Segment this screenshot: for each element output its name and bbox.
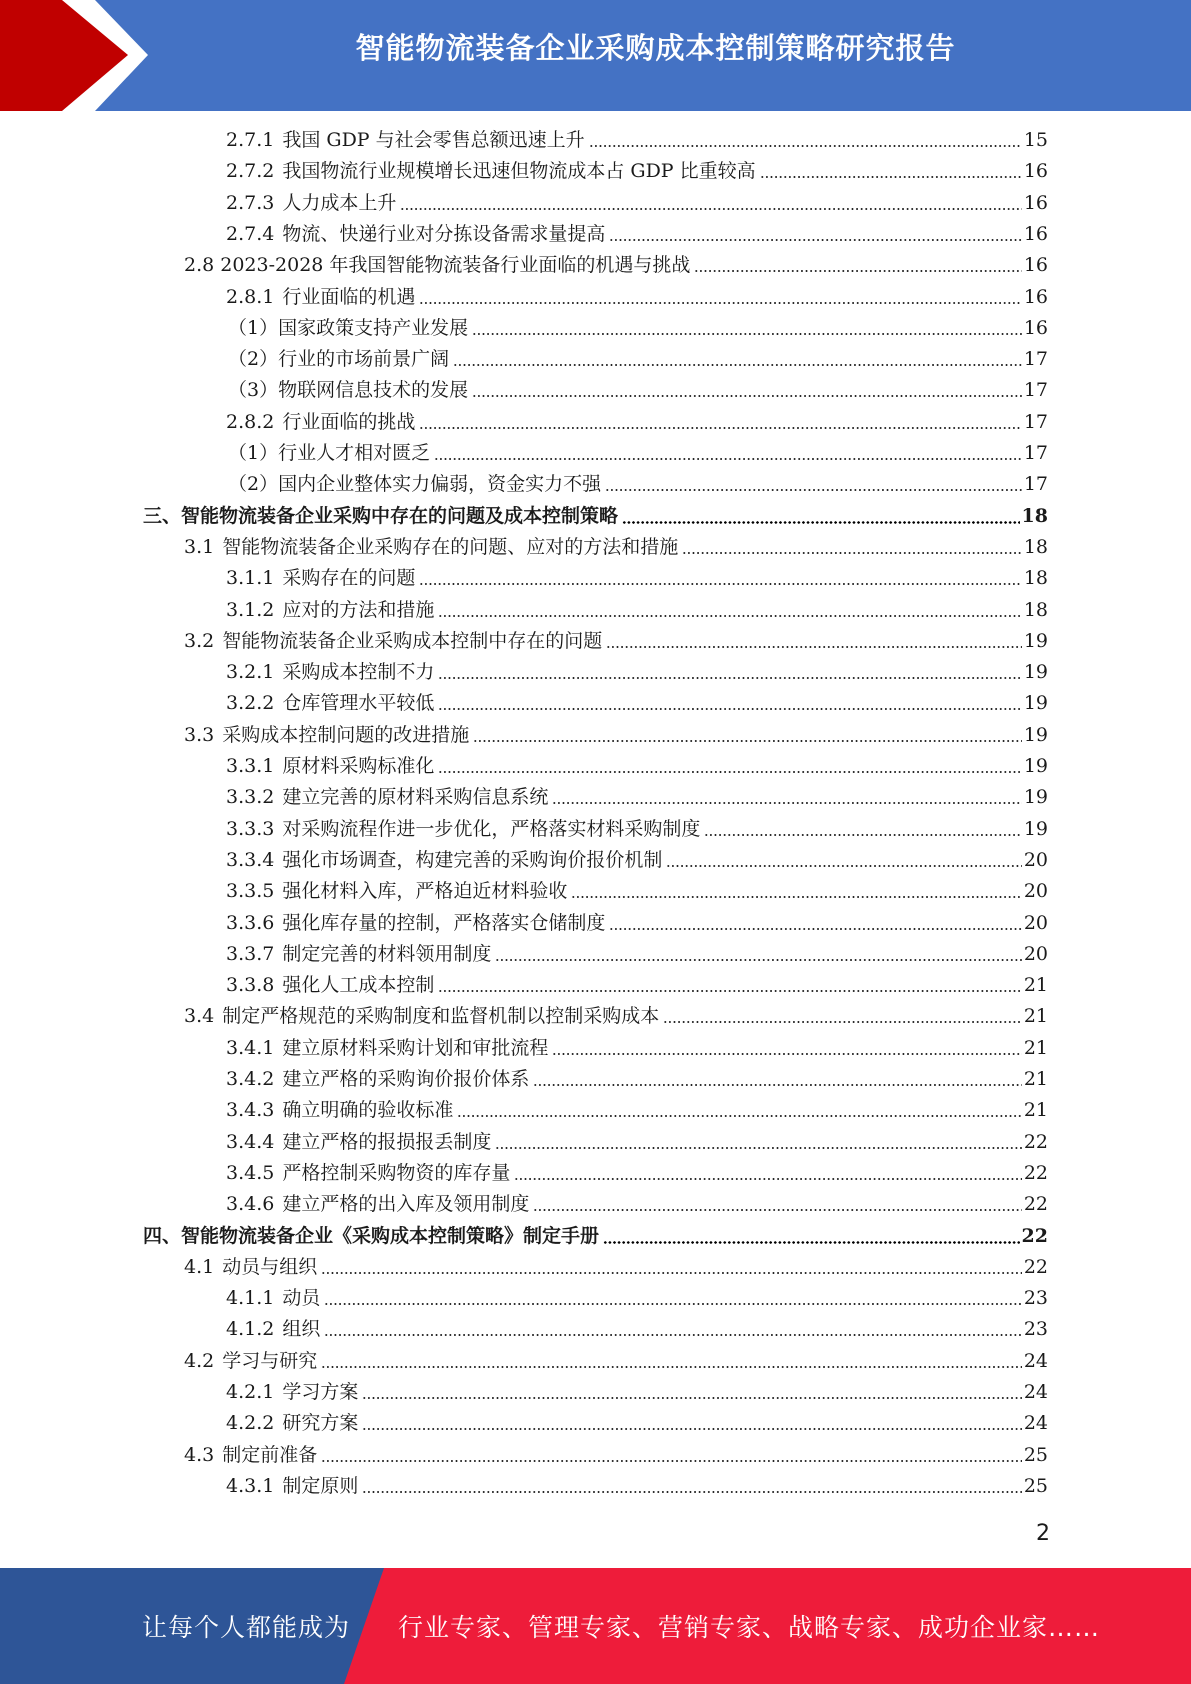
toc-dot-leader	[605, 489, 1022, 491]
toc-entry-number: 4.3	[184, 1443, 215, 1466]
toc-entry-page: 16	[1023, 254, 1048, 277]
toc-dot-leader	[552, 1053, 1021, 1055]
toc-entry-page: 21	[1023, 1036, 1048, 1059]
page-number: 2	[1036, 1521, 1050, 1546]
toc-dot-leader	[362, 1428, 1021, 1430]
toc-dot-leader	[704, 834, 1021, 836]
toc-entry-number: 2.7.4	[226, 222, 275, 245]
toc-entry-number: 3.3.8	[226, 974, 275, 997]
toc-entry[interactable]	[226, 1098, 1048, 1122]
toc-entry-page: 22	[1023, 1255, 1048, 1278]
toc-entry[interactable]	[226, 1380, 1048, 1404]
toc-dot-leader	[321, 1460, 1022, 1462]
toc-entry-title: 严格控制采购物资的库存量	[282, 1161, 511, 1184]
toc-entry[interactable]	[184, 629, 1048, 653]
toc-entry-title: 强化市场调查，构建完善的采购询价报价机制	[282, 848, 663, 871]
toc-entry[interactable]	[228, 441, 1048, 465]
toc-entry-number: 3.4.5	[226, 1161, 275, 1184]
toc-entry-title: 行业面临的机遇	[282, 285, 416, 308]
toc-dot-leader	[434, 458, 1022, 460]
toc-entry-title: 学习与研究	[222, 1349, 318, 1372]
toc-entry[interactable]	[226, 911, 1048, 935]
toc-entry-number: 2.7.3	[226, 191, 275, 214]
toc-dot-leader	[603, 1241, 1020, 1244]
toc-dot-leader	[438, 677, 1021, 679]
toc-entry-page: 18	[1023, 567, 1048, 590]
toc-entry-page: 24	[1023, 1349, 1048, 1372]
toc-entry-number: （3）	[228, 379, 279, 402]
toc-entry-page: 17	[1023, 442, 1048, 464]
toc-entry-page: 24	[1023, 1381, 1048, 1403]
toc-dot-leader	[473, 740, 1022, 742]
toc-entry-page: 16	[1023, 222, 1048, 245]
toc-entry-number: （1）	[228, 442, 279, 464]
toc-entry-title: 我国 GDP 与社会零售总额迅速上升	[282, 129, 585, 151]
toc-entry[interactable]	[226, 128, 1048, 152]
toc-dot-leader	[324, 1334, 1021, 1336]
toc-dot-leader	[419, 302, 1021, 304]
toc-entry-page: 19	[1023, 786, 1048, 809]
toc-entry[interactable]	[143, 504, 1048, 528]
toc-entry-page: 18	[1023, 535, 1048, 558]
toc-entry-title: 人力成本上升	[282, 191, 397, 214]
toc-entry-title: 我国物流行业规模增长迅速但物流成本占 GDP 比重较高	[282, 160, 756, 183]
toc-entry-page: 16	[1023, 316, 1048, 339]
toc-entry[interactable]	[226, 817, 1048, 841]
toc-entry-page: 20	[1023, 911, 1048, 934]
toc-entry-number: 4.1.2	[226, 1318, 275, 1341]
toc-entry-page: 22	[1021, 1224, 1048, 1247]
toc-entry[interactable]	[226, 285, 1048, 309]
toc-entry[interactable]	[226, 1130, 1048, 1154]
toc-dot-leader	[438, 771, 1021, 773]
toc-entry-title: 学习方案	[282, 1381, 359, 1403]
toc-entry-number: 4.1	[184, 1255, 215, 1278]
toc-entry[interactable]	[226, 1474, 1048, 1498]
toc-entry-title: 制定原则	[282, 1474, 359, 1497]
toc-entry-title: 四、智能物流装备企业《采购成本控制策略》制定手册	[143, 1224, 600, 1247]
toc-entry-title: 物流、快递行业对分拣设备需求量提高	[282, 222, 606, 245]
toc-entry[interactable]	[226, 785, 1048, 809]
toc-dot-leader	[589, 145, 1022, 147]
toc-entry[interactable]	[228, 472, 1048, 496]
toc-entry-page: 18	[1023, 598, 1048, 621]
toc-dot-leader	[514, 1178, 1021, 1180]
toc-dot-leader	[321, 1366, 1022, 1368]
toc-entry[interactable]	[184, 1349, 1048, 1373]
toc-entry-number: 3.3.3	[226, 817, 275, 840]
toc-entry-title: 强化材料入库，严格迫近材料验收	[282, 880, 568, 903]
toc-dot-leader	[362, 1491, 1021, 1493]
toc-entry-page: 21	[1023, 974, 1048, 997]
toc-entry[interactable]	[184, 1004, 1048, 1028]
toc-entry[interactable]	[184, 253, 1048, 277]
toc-entry[interactable]	[226, 754, 1048, 778]
toc-entry-number: 3.3.5	[226, 880, 275, 903]
toc-entry-title: 采购成本控制问题的改进措施	[222, 723, 470, 746]
toc-dot-leader	[324, 1303, 1021, 1305]
toc-entry-page: 15	[1023, 129, 1048, 151]
toc-entry-title: 建立严格的报损报丢制度	[282, 1130, 492, 1153]
toc-entry-title: 采购成本控制不力	[282, 661, 435, 684]
toc-entry[interactable]	[226, 942, 1048, 966]
toc-entry-page: 25	[1023, 1474, 1048, 1497]
toc-entry-title: 动员与组织	[222, 1255, 318, 1278]
toc-dot-leader	[495, 959, 1021, 961]
toc-entry-title: 建立严格的出入库及领用制度	[282, 1193, 530, 1216]
toc-entry-number: 2.8.1	[226, 285, 275, 308]
toc-entry-number: 3.4	[184, 1005, 215, 1028]
toc-entry-title: 行业的市场前景广阔	[278, 348, 450, 371]
toc-entry-number: （2）	[228, 348, 279, 371]
toc-entry-page: 22	[1023, 1161, 1048, 1184]
toc-entry-number: 3.3.1	[226, 755, 275, 777]
toc-entry-number: 3.3	[184, 723, 215, 746]
toc-dot-leader	[495, 1147, 1021, 1149]
toc-entry[interactable]	[184, 723, 1048, 747]
page-header	[0, 0, 1191, 111]
toc-entry-number: 2.7.2	[226, 160, 275, 183]
toc-entry-title: 仓库管理水平较低	[282, 692, 435, 715]
toc-dot-leader	[321, 1272, 1022, 1274]
toc-entry-title: 2.8 2023-2028 年我国智能物流装备行业面临的机遇与挑战	[184, 254, 691, 277]
toc-entry[interactable]	[226, 1286, 1048, 1310]
toc-entry-number: 3.1	[184, 535, 215, 558]
toc-entry-title: 强化人工成本控制	[282, 974, 435, 997]
toc-entry-title: 原材料采购标准化	[282, 755, 435, 777]
toc-entry[interactable]	[226, 410, 1048, 434]
toc-entry-page: 25	[1023, 1443, 1048, 1466]
toc-entry-page: 19	[1023, 723, 1048, 746]
toc-entry-page: 16	[1023, 191, 1048, 214]
toc-dot-leader	[472, 395, 1022, 397]
toc-entry-page: 17	[1023, 348, 1048, 371]
toc-entry-page: 20	[1023, 848, 1048, 871]
toc-entry-title: 制定前准备	[222, 1443, 318, 1466]
toc-dot-leader	[760, 176, 1022, 178]
toc-dot-leader	[453, 364, 1022, 366]
toc-entry-title: 组织	[282, 1318, 321, 1341]
toc-entry-title: 应对的方法和措施	[282, 598, 435, 621]
toc-dot-leader	[472, 333, 1022, 335]
toc-dot-leader	[609, 239, 1021, 241]
toc-entry-title: 行业人才相对匮乏	[278, 442, 431, 464]
toc-entry[interactable]	[226, 660, 1048, 684]
toc-entry-page: 20	[1023, 880, 1048, 903]
toc-entry-number: 4.1.1	[226, 1287, 275, 1310]
report-title: 智能物流装备企业采购成本控制策略研究报告	[355, 31, 956, 65]
toc-entry-number: （2）	[228, 473, 279, 496]
toc-entry-page: 21	[1023, 1005, 1048, 1028]
page-footer	[0, 1568, 1191, 1684]
toc-entry[interactable]	[226, 222, 1048, 246]
footer-slogan-right: 行业专家、管理专家、营销专家、战略专家、成功企业家……	[398, 1613, 1101, 1642]
toc-dot-leader	[400, 208, 1021, 210]
toc-dot-leader	[606, 646, 1022, 648]
toc-entry-page: 23	[1023, 1287, 1048, 1310]
toc-entry[interactable]	[228, 316, 1048, 340]
toc-dot-leader	[533, 1084, 1021, 1086]
toc-dot-leader	[362, 1397, 1021, 1399]
toc-entry[interactable]	[143, 1224, 1048, 1248]
toc-entry-page: 21	[1023, 1099, 1048, 1122]
toc-entry[interactable]	[226, 598, 1048, 622]
toc-entry-page: 17	[1023, 379, 1048, 402]
toc-entry-title: 物联网信息技术的发展	[278, 379, 469, 402]
toc-entry[interactable]	[226, 1067, 1048, 1091]
toc-entry-page: 20	[1023, 942, 1048, 965]
toc-entry-page: 22	[1023, 1193, 1048, 1216]
toc-dot-leader	[438, 615, 1021, 617]
toc-entry-page: 18	[1021, 504, 1048, 527]
toc-entry-title: 强化库存量的控制，严格落实仓储制度	[282, 911, 606, 934]
toc-entry-title: 智能物流装备企业采购成本控制中存在的问题	[222, 629, 603, 652]
toc-dot-leader	[438, 990, 1021, 992]
toc-entry-title: 对采购流程作进一步优化，严格落实材料采购制度	[282, 817, 701, 840]
toc-entry-number: 3.3.2	[226, 786, 275, 809]
toc-entry-title: 动员	[282, 1287, 321, 1310]
toc-entry-number: 3.4.6	[226, 1193, 275, 1216]
toc-entry-number: 4.3.1	[226, 1474, 275, 1497]
toc-entry[interactable]	[228, 378, 1048, 402]
toc-entry[interactable]	[226, 566, 1048, 590]
toc-entry-number: 3.1.1	[226, 567, 275, 590]
toc-entry[interactable]	[226, 848, 1048, 872]
toc-entry-title: 建立严格的采购询价报价体系	[282, 1068, 530, 1090]
toc-dot-leader	[663, 1021, 1022, 1023]
toc-entry-page: 16	[1023, 285, 1048, 308]
toc-entry-page: 23	[1023, 1318, 1048, 1341]
toc-entry[interactable]	[228, 347, 1048, 371]
toc-entry-number: 4.2	[184, 1349, 215, 1372]
toc-entry[interactable]	[226, 1317, 1048, 1341]
toc-entry-number: 3.3.7	[226, 942, 275, 965]
toc-entry-page: 21	[1023, 1068, 1048, 1090]
toc-dot-leader	[609, 928, 1021, 930]
toc-entry[interactable]	[226, 879, 1048, 903]
toc-entry-number: 3.4.3	[226, 1099, 275, 1122]
toc-dot-leader	[694, 270, 1021, 272]
toc-entry[interactable]	[226, 191, 1048, 215]
toc-entry-number: 2.7.1	[226, 129, 275, 151]
toc-entry-page: 19	[1023, 692, 1048, 715]
toc-entry-number: 2.8.2	[226, 410, 275, 433]
toc-dot-leader	[533, 1209, 1021, 1211]
toc-entry-page: 19	[1023, 817, 1048, 840]
toc-entry[interactable]	[226, 973, 1048, 997]
toc-dot-leader	[419, 427, 1021, 429]
toc-entry-title: 采购存在的问题	[282, 567, 416, 590]
toc-entry-number: 3.2.2	[226, 692, 275, 715]
toc-entry-page: 17	[1023, 473, 1048, 496]
toc-entry-title: 国家政策支持产业发展	[278, 316, 469, 339]
toc-entry-title: 制定完善的材料领用制度	[282, 942, 492, 965]
toc-entry-number: 3.1.2	[226, 598, 275, 621]
toc-dot-leader	[419, 583, 1021, 585]
toc-entry-page: 19	[1023, 661, 1048, 684]
toc-dot-leader	[682, 552, 1022, 554]
toc-entry-title: 行业面临的挑战	[282, 410, 416, 433]
toc-entry-number: 3.4.4	[226, 1130, 275, 1153]
toc-entry[interactable]	[226, 1161, 1048, 1185]
toc-entry[interactable]	[184, 535, 1048, 559]
toc-entry-number: 3.2.1	[226, 661, 275, 684]
toc-entry-number: 4.2.1	[226, 1381, 275, 1403]
toc-entry[interactable]	[226, 1411, 1048, 1435]
toc-entry-title: 制定严格规范的采购制度和监督机制以控制采购成本	[222, 1005, 660, 1028]
toc-entry[interactable]	[184, 1255, 1048, 1279]
toc-dot-leader	[457, 1115, 1021, 1117]
toc-entry-page: 19	[1023, 629, 1048, 652]
toc-entry-page: 22	[1023, 1130, 1048, 1153]
toc-entry-title: 国内企业整体实力偏弱，资金实力不强	[278, 473, 602, 496]
toc-entry-number: （1）	[228, 316, 279, 339]
toc-entry-number: 3.4.1	[226, 1036, 275, 1059]
toc-entry-number: 3.3.6	[226, 911, 275, 934]
footer-slogan-left: 让每个人都能成为	[142, 1613, 351, 1642]
toc-entry-title: 确立明确的验收标准	[282, 1099, 454, 1122]
toc-entry-number: 3.2	[184, 629, 215, 652]
toc-entry-title: 建立完善的原材料采购信息系统	[282, 786, 549, 809]
toc-dot-leader	[552, 802, 1021, 804]
toc-dot-leader	[666, 865, 1021, 867]
toc-entry[interactable]	[184, 1443, 1048, 1467]
toc-entry-title: 建立原材料采购计划和审批流程	[282, 1036, 549, 1059]
toc-entry-number: 3.4.2	[226, 1068, 275, 1090]
toc-entry-number: 3.3.4	[226, 848, 275, 871]
toc-entry[interactable]	[226, 1192, 1048, 1216]
toc-dot-leader	[571, 896, 1021, 898]
toc-entry[interactable]	[226, 691, 1048, 715]
toc-entry-page: 24	[1023, 1412, 1048, 1435]
toc-dot-leader	[622, 521, 1020, 524]
toc-entry-number: 4.2.2	[226, 1412, 275, 1435]
toc-entry[interactable]	[226, 159, 1048, 183]
toc-entry-title: 研究方案	[282, 1412, 359, 1435]
toc-entry-title: 智能物流装备企业采购存在的问题、应对的方法和措施	[222, 535, 679, 558]
toc-entry[interactable]	[226, 1036, 1048, 1060]
toc-entry-page: 19	[1023, 755, 1048, 777]
toc-entry-page: 17	[1023, 410, 1048, 433]
toc-dot-leader	[438, 708, 1021, 710]
toc-entry-title: 三、智能物流装备企业采购中存在的问题及成本控制策略	[143, 504, 619, 527]
toc-entry-page: 16	[1023, 160, 1048, 183]
